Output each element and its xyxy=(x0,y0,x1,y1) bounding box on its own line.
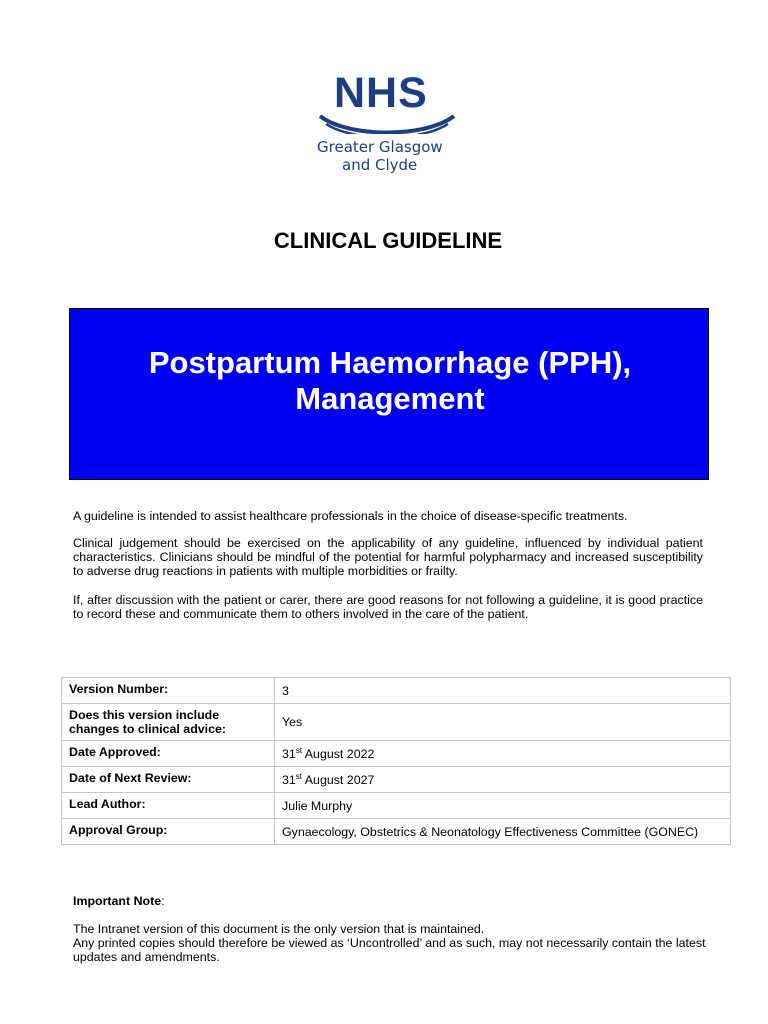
version-value: 3 xyxy=(275,678,731,704)
table-row-date-approved xyxy=(62,741,731,767)
document-title xyxy=(70,345,710,417)
note-line-1: The Intranet version of this document is the only version that is maintained. xyxy=(73,922,485,936)
document-details-table xyxy=(61,677,731,845)
title-line-1: Postpartum Haemorrhage (PPH), xyxy=(148,345,632,380)
important-note-colon: : xyxy=(161,894,165,908)
next-review-day: 31 xyxy=(282,772,296,787)
changes-label: Does this version include changes to clinical advice: xyxy=(62,704,275,741)
logo-wave-icon xyxy=(318,112,456,134)
next-review-rest: August 2027 xyxy=(302,772,375,787)
table-row-lead-author xyxy=(62,793,731,819)
logo-org-line2: and Clyde xyxy=(342,156,418,174)
version-label: Version Number: xyxy=(62,678,275,704)
important-note-body xyxy=(73,922,713,964)
date-approved-suffix: st xyxy=(295,745,303,755)
title-banner xyxy=(69,308,709,480)
important-note-label: Important Note xyxy=(73,894,162,908)
note-line-2: Any printed copies should therefore be viewed as ‘Uncontrolled’ and as such, may not necessarily contain the latest updates and amendments. xyxy=(73,936,706,964)
document-type-heading: CLINICAL GUIDELINE xyxy=(273,228,503,253)
changes-value: Yes xyxy=(275,704,731,741)
lead-author-value: Julie Murphy xyxy=(275,793,731,819)
next-review-label: Date of Next Review: xyxy=(62,767,275,793)
next-review-value xyxy=(275,767,731,793)
lead-author-label: Lead Author: xyxy=(62,793,275,819)
table-row-changes xyxy=(62,704,731,741)
important-note-heading xyxy=(73,894,165,908)
table-row-approval-group xyxy=(62,819,731,845)
table-row-version xyxy=(62,678,731,704)
date-approved-day: 31 xyxy=(282,746,296,761)
approval-group-label: Approval Group: xyxy=(62,819,275,845)
date-approved-value xyxy=(275,741,731,767)
logo-nhs-text: NHS xyxy=(334,69,428,117)
nhs-logo xyxy=(312,70,462,180)
date-approved-rest: August 2022 xyxy=(302,746,375,761)
table-row-next-review xyxy=(62,767,731,793)
intro-paragraph-3: If, after discussion with the patient or carer, there are good reasons for not following a guideline, it is good practice to record these and communicate them to others involved in the care of the patient. xyxy=(73,593,703,621)
logo-org-line1: Greater Glasgow xyxy=(317,138,443,156)
intro-paragraph-2: Clinical judgement should be exercised on the applicability of any guideline, influenced by individual patient characteristics. Clinicians should be mindful of the potential for harmful polypharmacy and increased susceptibility to adverse drug reactions in patients with multiple morbidities or frailty. xyxy=(73,536,703,578)
title-line-2: Management xyxy=(295,381,485,416)
date-approved-label: Date Approved: xyxy=(62,741,275,767)
intro-paragraph-1: A guideline is intended to assist healthcare professionals in the choice of disease-specific treatments. xyxy=(73,509,628,523)
next-review-suffix: st xyxy=(295,771,303,781)
approval-group-value: Gynaecology, Obstetrics & Neonatology Effectiveness Committee (GONEC) xyxy=(275,819,731,845)
